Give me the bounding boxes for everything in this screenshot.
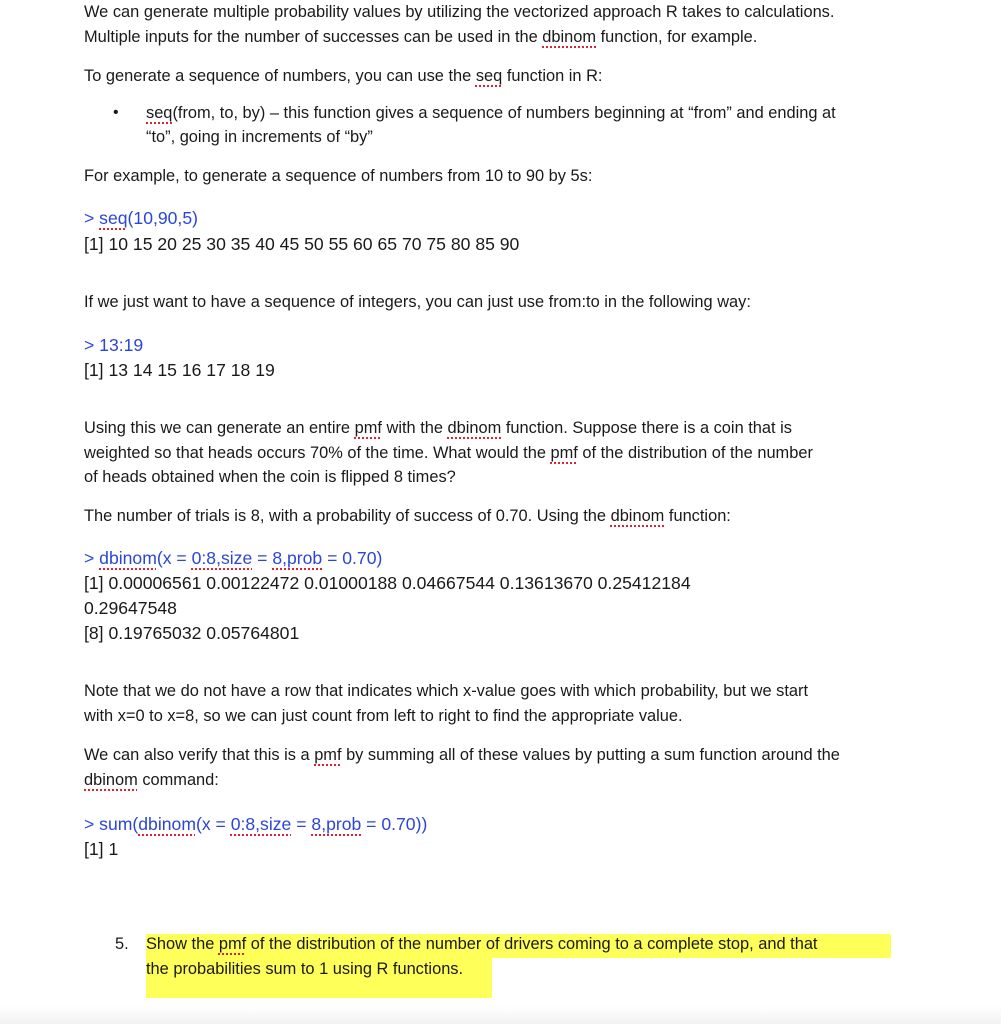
prompt: >: [84, 548, 100, 568]
text: of the distribution of the number: [577, 444, 813, 462]
code-sum-command: [84, 812, 427, 836]
text: The number of trials is 8, with a probability of success of 0.70. Using the: [84, 507, 611, 525]
pmf-term: pmf: [550, 444, 578, 462]
args: =: [291, 814, 312, 834]
args: = 0.70)): [361, 814, 428, 834]
code-dbinom-output-2: 0.29647548: [84, 598, 177, 618]
pmf-para-line-3: of heads obtained when the coin is flipped 8 times?: [84, 468, 456, 486]
code-dbinom-output-3: [8] 0.19765032 0.05764801: [84, 623, 300, 643]
text: function. Suppose there is a coin that is: [501, 419, 792, 437]
bullet-line-1: [146, 101, 836, 125]
text: Using this we can generate an entire: [84, 419, 355, 437]
bullet-icon: •: [113, 104, 119, 121]
dbinom-fn: dbinom: [138, 814, 196, 834]
intro-line-1: We can generate multiple probability values by utilizing the vectorized approach R takes to calculations.: [84, 3, 835, 21]
prompt: >: [84, 208, 100, 228]
dbinom-fn: dbinom: [99, 548, 157, 568]
dbinom-term: dbinom: [610, 507, 665, 525]
text: function, for example.: [596, 28, 758, 46]
note-line-1: Note that we do not have a row that indicates which x-value goes with which probability, but we start: [84, 682, 808, 700]
note-line-2: with x=0 to x=8, so we can just count from left to right to find the appropriate value.: [84, 707, 683, 725]
args: 0:8,size: [230, 814, 292, 834]
code-range-command: > 13:19: [84, 335, 144, 355]
code-seq-command: [84, 206, 198, 230]
dbinom-term: dbinom: [84, 771, 138, 789]
integers-text: If we just want to have a sequence of integers, you can just use from:to in the following way:: [84, 293, 751, 311]
text: We can also verify that this is a: [84, 746, 315, 764]
text: To generate a sequence of numbers, you can use the: [84, 67, 476, 85]
text: weighted so that heads occurs 70% of the time. What would the: [84, 444, 551, 462]
question-number: 5.: [115, 935, 129, 953]
pmf-term: pmf: [354, 419, 382, 437]
code-sum-output: [1] 1: [84, 839, 119, 859]
code-dbinom-output-1: [1] 0.00006561 0.00122472 0.01000188 0.04667544 0.13613670 0.25412184: [84, 573, 691, 593]
example-text: For example, to generate a sequence of numbers from 10 to 90 by 5s:: [84, 167, 593, 185]
text: of the distribution of the number of drivers coming to a complete stop, and that: [246, 935, 818, 953]
seq-intro: [84, 64, 602, 88]
text: with the: [381, 419, 448, 437]
args: (x =: [195, 814, 231, 834]
pmf-term: pmf: [218, 935, 247, 953]
pmf-para-line-2: [84, 441, 813, 465]
text: Show the: [146, 935, 219, 953]
bullet-line-2: “to”, going in increments of “by”: [146, 128, 373, 146]
dbinom-term: dbinom: [447, 419, 502, 437]
text: function in R:: [502, 67, 603, 85]
question-line-1: [146, 932, 818, 956]
args: 0:8,size: [191, 548, 253, 568]
code-seq-output: [1] 10 15 20 25 30 35 40 45 50 55 60 65 70 75 80 85 90: [84, 234, 520, 254]
code-range-output: [1] 13 14 15 16 17 18 19: [84, 360, 275, 380]
bottom-shadow: [0, 1006, 1001, 1024]
prompt: > sum(: [84, 814, 139, 834]
args: (x =: [156, 548, 192, 568]
pmf-term: pmf: [314, 746, 342, 764]
pmf-para-line-1: [84, 416, 792, 440]
text: function:: [664, 507, 731, 525]
args: = 0.70): [322, 548, 383, 568]
seq-term: seq: [475, 67, 503, 85]
args: (10,90,5): [127, 208, 198, 228]
text: command:: [137, 771, 219, 789]
seq-term: seq: [146, 104, 173, 122]
intro-line-2: [84, 25, 757, 49]
seq-fn: seq: [99, 208, 128, 228]
text: Multiple inputs for the number of successes can be used in the: [84, 28, 543, 46]
verify-line-2: [84, 768, 219, 792]
verify-line-1: [84, 743, 840, 767]
code-dbinom-command: [84, 546, 382, 570]
text: (from, to, by) – this function gives a sequence of numbers beginning at “from” and ending at: [172, 104, 836, 122]
dbinom-term: dbinom: [542, 28, 597, 46]
args: 8,prob: [272, 548, 323, 568]
args: =: [252, 548, 273, 568]
args: 8,prob: [311, 814, 362, 834]
question-line-2: the probabilities sum to 1 using R functions.: [146, 960, 464, 978]
trials-text: [84, 504, 731, 528]
text: by summing all of these values by putting a sum function around the: [341, 746, 840, 764]
